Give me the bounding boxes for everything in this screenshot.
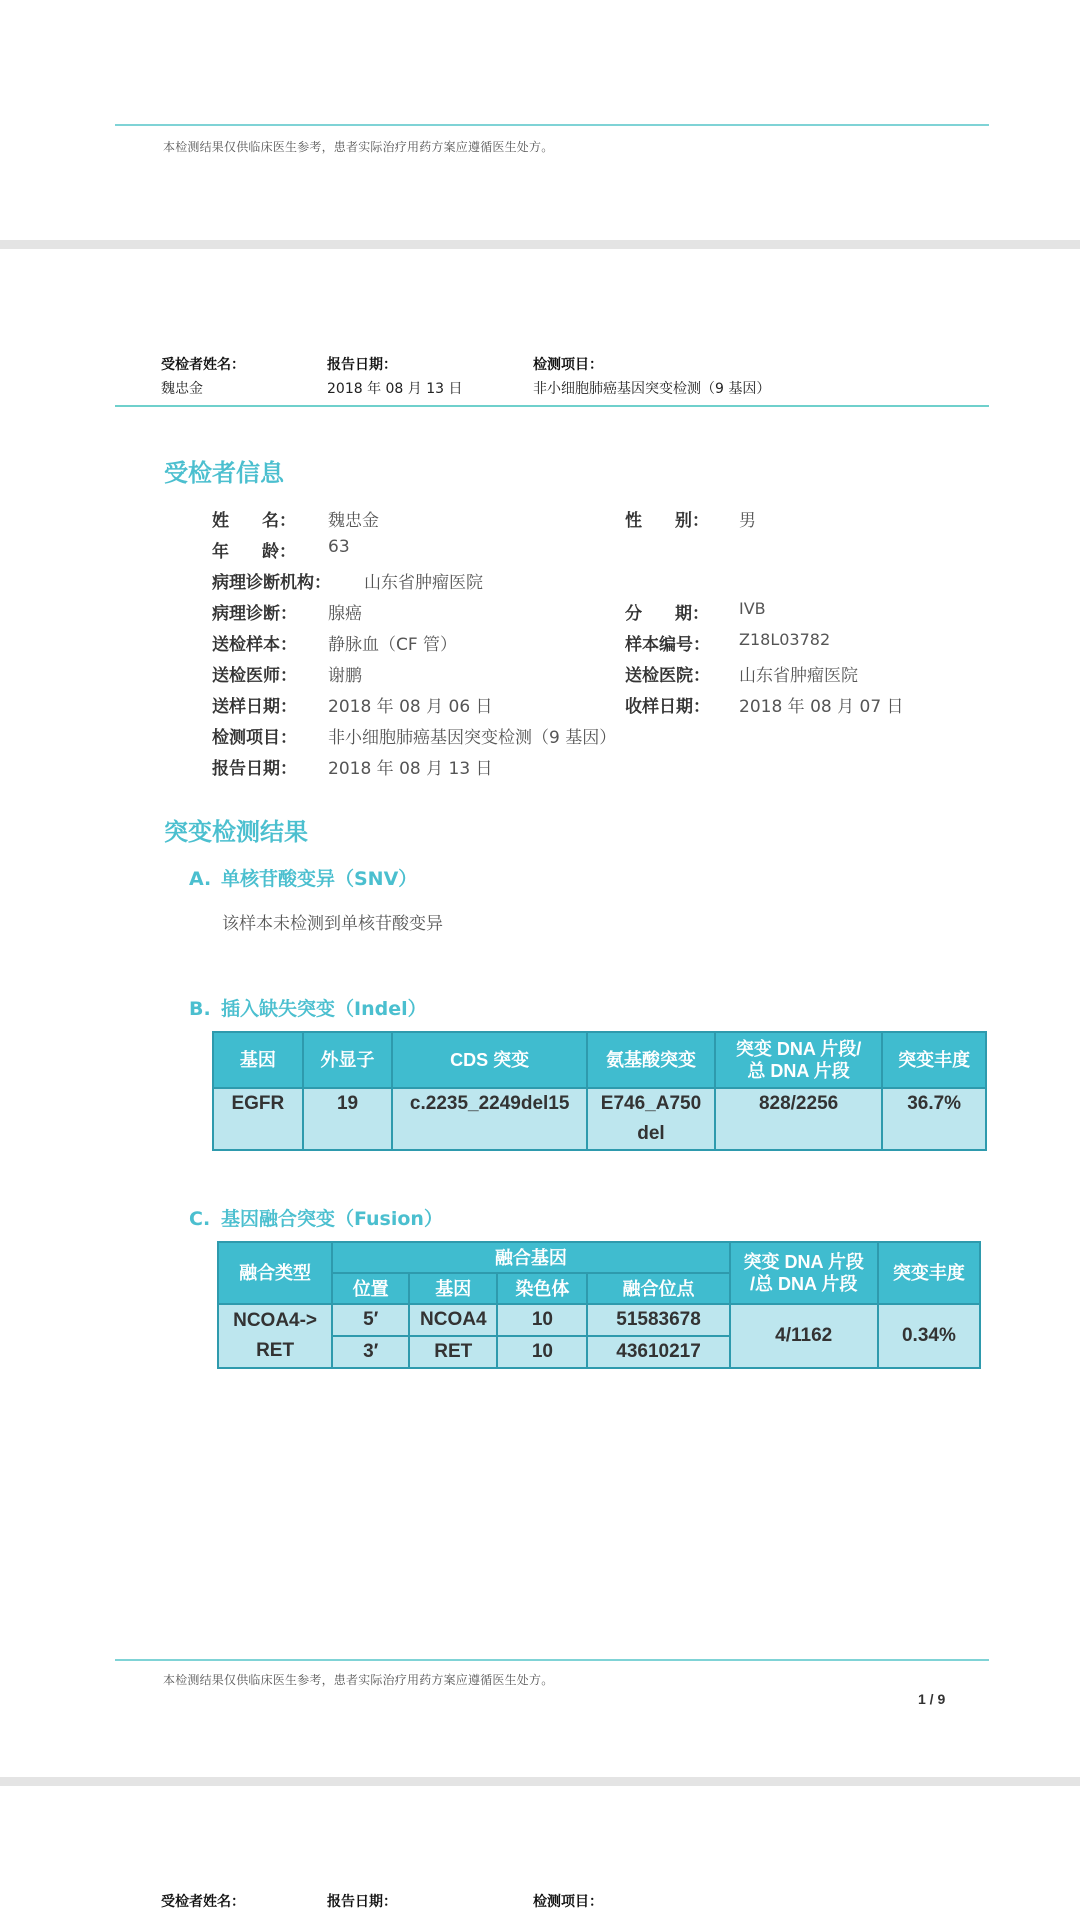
header-test-item: 非小细胞肺癌基因突变检测（9 基因） (533, 381, 771, 397)
header-patient-name: 魏忠金 (161, 381, 203, 397)
test-item-value: 非小细胞肺癌基因突变检测（9 基因） (328, 728, 617, 748)
indel-table (212, 1031, 987, 1151)
sample-type-value: 静脉血（CF 管） (328, 635, 458, 655)
header-report-date-label: 报告日期： (327, 357, 397, 373)
header-patient-name-label: 受检者姓名： (161, 357, 245, 373)
stage-label: 分 期： (625, 604, 709, 624)
col-gene: 基因 (409, 1273, 497, 1304)
patient-info-title: 受检者信息 (164, 459, 284, 487)
col-fragments: 突变 DNA 片段 /总 DNA 片段 (730, 1242, 878, 1304)
receive-date-label: 收样日期： (625, 697, 710, 717)
age-label: 年 龄： (212, 542, 296, 562)
col-cds: CDS 突变 (392, 1032, 587, 1088)
cell-chromosome: 10 (497, 1336, 587, 1368)
col-exon: 外显子 (303, 1032, 393, 1088)
col-site: 融合位点 (587, 1273, 729, 1304)
name-label: 姓 名： (212, 511, 296, 531)
cell-site: 43610217 (587, 1336, 729, 1368)
col-gene: 基因 (213, 1032, 303, 1088)
doctor-value: 谢鹏 (328, 666, 362, 686)
age-value: 63 (328, 537, 350, 557)
col-fusion-gene: 融合基因 (332, 1242, 729, 1273)
cell-gene: RET (409, 1336, 497, 1368)
cell-fragments: 4/1162 (730, 1304, 878, 1368)
report-date-value: 2018 年 08 月 13 日 (328, 759, 493, 779)
col-fragments: 突变 DNA 片段/ 总 DNA 片段 (715, 1032, 882, 1088)
header-test-item-label: 检测项目： (533, 357, 603, 373)
send-date-value: 2018 年 08 月 06 日 (328, 697, 493, 717)
header-report-date: 2018 年 08 月 13 日 (327, 381, 463, 397)
gender-value: 男 (739, 511, 756, 531)
indel-table-header (213, 1032, 986, 1088)
indel-title: B. 插入缺失突变（Indel） (189, 998, 427, 1020)
page-number: 1 / 9 (918, 1691, 946, 1707)
header-rule (115, 405, 989, 407)
cell-gene: NCOA4 (409, 1304, 497, 1336)
send-date-label: 送样日期： (212, 697, 297, 717)
page-separator (0, 1777, 1080, 1786)
cell-chromosome: 10 (497, 1304, 587, 1336)
fusion-table-header-1 (218, 1242, 980, 1273)
prev-page-footer-note: 本检测结果仅供临床医生参考，患者实际治疗用药方案应遵循医生处方。 (163, 140, 554, 154)
hospital-value: 山东省肿瘤医院 (739, 666, 858, 686)
fusion-title: C. 基因融合突变（Fusion） (189, 1208, 443, 1230)
col-chromosome: 染色体 (497, 1273, 587, 1304)
table-row (218, 1304, 980, 1336)
col-abundance: 突变丰度 (878, 1242, 980, 1304)
pathology-institution-label: 病理诊断机构： (212, 573, 331, 593)
next-header-patient-name-label: 受检者姓名： (161, 1894, 245, 1910)
col-aa: 氨基酸突变 (587, 1032, 715, 1088)
snv-result-text: 该样本未检测到单核苷酸变异 (222, 914, 443, 934)
receive-date-value: 2018 年 08 月 07 日 (739, 697, 904, 717)
next-header-test-item-label: 检测项目： (533, 1894, 603, 1910)
col-position: 位置 (332, 1273, 409, 1304)
doctor-label: 送检医师： (212, 666, 297, 686)
cell-exon: 19 (303, 1088, 393, 1150)
cell-abundance: 0.34% (878, 1304, 980, 1368)
cell-site: 51583678 (587, 1304, 729, 1336)
cell-fragments: 828/2256 (715, 1088, 882, 1150)
col-abundance: 突变丰度 (882, 1032, 986, 1088)
pathology-institution-value: 山东省肿瘤医院 (364, 573, 483, 593)
sample-id-label: 样本编号： (625, 635, 710, 655)
col-fusion-type: 融合类型 (218, 1242, 332, 1304)
pathology-diagnosis-label: 病理诊断： (212, 604, 297, 624)
page-separator (0, 240, 1080, 249)
report-date-label: 报告日期： (212, 759, 297, 779)
cell-abundance: 36.7% (882, 1088, 986, 1150)
stage-value: IVB (739, 599, 766, 618)
cell-fusion-type: NCOA4-> RET (218, 1304, 332, 1368)
next-header-report-date-label: 报告日期： (327, 1894, 397, 1910)
name-value: 魏忠金 (328, 511, 379, 531)
cell-cds: c.2235_2249del15 (392, 1088, 587, 1150)
cell-position: 3′ (332, 1336, 409, 1368)
gender-label: 性 别： (625, 511, 709, 531)
table-row (213, 1088, 986, 1150)
cell-gene: EGFR (213, 1088, 303, 1150)
snv-title: A. 单核苷酸变异（SNV） (189, 868, 418, 890)
footer-note: 本检测结果仅供临床医生参考，患者实际治疗用药方案应遵循医生处方。 (163, 1673, 554, 1687)
sample-id-value: Z18L03782 (739, 630, 831, 649)
results-title: 突变检测结果 (164, 818, 308, 846)
footer-rule (115, 1659, 989, 1661)
hospital-label: 送检医院： (625, 666, 710, 686)
fusion-table (217, 1241, 981, 1369)
sample-type-label: 送检样本： (212, 635, 297, 655)
test-item-label: 检测项目： (212, 728, 297, 748)
cell-position: 5′ (332, 1304, 409, 1336)
prev-page-footer-rule (115, 124, 989, 126)
cell-aa: E746_A750 del (587, 1088, 715, 1150)
pathology-diagnosis-value: 腺癌 (328, 604, 362, 624)
